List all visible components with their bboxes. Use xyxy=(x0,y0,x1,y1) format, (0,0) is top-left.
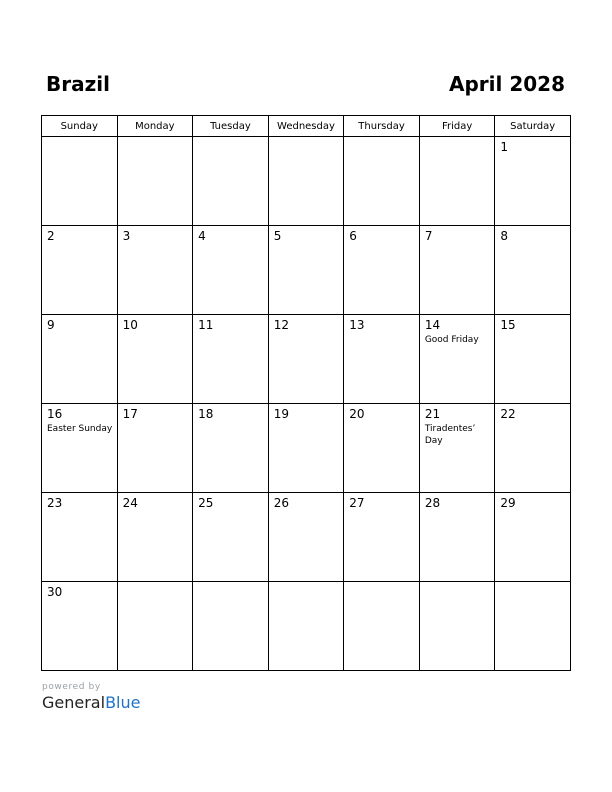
day-cell xyxy=(495,582,571,671)
day-number: 10 xyxy=(122,318,138,332)
week-row xyxy=(42,404,571,493)
day-cell xyxy=(42,404,118,493)
week-row xyxy=(42,226,571,315)
weekday-header-row xyxy=(42,116,571,137)
day-number: 7 xyxy=(424,229,433,243)
day-cell xyxy=(495,226,571,315)
day-cell xyxy=(193,315,269,404)
weekday-sunday: Sunday xyxy=(42,116,118,137)
weekday-saturday: Saturday xyxy=(495,116,571,137)
month-title: April 2028 xyxy=(449,72,565,96)
day-number: 20 xyxy=(349,407,365,421)
day-cell xyxy=(419,226,495,315)
day-number: 28 xyxy=(424,496,441,510)
brand-logo xyxy=(42,693,140,712)
day-cell xyxy=(193,493,269,582)
holiday-label: Tiradentes’ Day xyxy=(424,424,476,446)
powered-by-text: powered by xyxy=(42,682,101,692)
country-title: Brazil xyxy=(46,72,110,96)
day-cell xyxy=(344,582,420,671)
day-cell xyxy=(419,315,495,404)
day-number: 27 xyxy=(349,496,365,510)
day-cell xyxy=(344,404,420,493)
day-cell xyxy=(117,493,193,582)
day-cell xyxy=(268,315,344,404)
day-cell xyxy=(344,226,420,315)
day-number: 12 xyxy=(273,318,289,332)
day-cell xyxy=(495,315,571,404)
day-cell xyxy=(42,582,118,671)
weekday-friday: Friday xyxy=(419,116,495,137)
day-cell xyxy=(117,404,193,493)
weekday-wednesday: Wednesday xyxy=(268,116,344,137)
week-row xyxy=(42,137,571,226)
day-number: 3 xyxy=(122,229,131,243)
day-number: 1 xyxy=(500,140,509,154)
week-row xyxy=(42,582,571,671)
day-cell xyxy=(193,404,269,493)
footer-branding xyxy=(42,682,140,712)
day-number: 14 xyxy=(424,318,441,332)
day-cell xyxy=(419,582,495,671)
day-cell xyxy=(117,226,193,315)
day-cell xyxy=(344,493,420,582)
day-cell xyxy=(495,493,571,582)
day-number: 26 xyxy=(273,496,289,510)
day-number: 6 xyxy=(349,229,357,243)
day-cell xyxy=(193,137,269,226)
day-cell xyxy=(268,226,344,315)
calendar-header xyxy=(41,70,571,100)
day-cell xyxy=(268,493,344,582)
day-cell xyxy=(117,315,193,404)
day-cell xyxy=(42,137,118,226)
day-number: 17 xyxy=(122,407,138,421)
day-number: 13 xyxy=(349,318,365,332)
holiday-label: Good Friday xyxy=(424,335,479,345)
day-number: 18 xyxy=(198,407,214,421)
day-cell xyxy=(117,137,193,226)
day-number: 21 xyxy=(424,407,441,421)
day-number: 4 xyxy=(198,229,206,243)
day-cell xyxy=(419,493,495,582)
day-number: 5 xyxy=(273,229,282,243)
day-cell xyxy=(42,493,118,582)
weekday-tuesday: Tuesday xyxy=(193,116,269,137)
day-cell xyxy=(495,404,571,493)
day-cell xyxy=(268,137,344,226)
day-number: 29 xyxy=(500,496,516,510)
day-cell xyxy=(344,315,420,404)
day-number: 23 xyxy=(47,496,63,510)
day-cell xyxy=(419,137,495,226)
day-number: 24 xyxy=(122,496,138,510)
day-cell xyxy=(42,226,118,315)
day-number: 30 xyxy=(47,585,63,599)
week-row xyxy=(42,315,571,404)
weekday-thursday: Thursday xyxy=(344,116,420,137)
day-cell xyxy=(268,582,344,671)
weekday-monday: Monday xyxy=(117,116,193,137)
day-number: 9 xyxy=(47,318,55,332)
day-cell xyxy=(117,582,193,671)
day-cell xyxy=(268,404,344,493)
day-cell xyxy=(42,315,118,404)
day-number: 2 xyxy=(47,229,55,243)
calendar-grid xyxy=(41,115,571,671)
day-cell xyxy=(419,404,495,493)
brand-blue: Blue xyxy=(105,693,141,712)
week-row xyxy=(42,493,571,582)
brand-general: General xyxy=(42,693,106,712)
day-cell xyxy=(344,137,420,226)
day-number: 8 xyxy=(500,229,509,243)
day-number: 25 xyxy=(198,496,214,510)
day-number: 19 xyxy=(273,407,289,421)
day-cell xyxy=(193,582,269,671)
day-cell xyxy=(495,137,571,226)
holiday-label: Easter Sunday xyxy=(47,424,113,434)
day-number: 11 xyxy=(198,318,214,332)
day-number: 22 xyxy=(500,407,516,421)
day-cell xyxy=(193,226,269,315)
day-number: 16 xyxy=(47,407,63,421)
day-number: 15 xyxy=(500,318,516,332)
